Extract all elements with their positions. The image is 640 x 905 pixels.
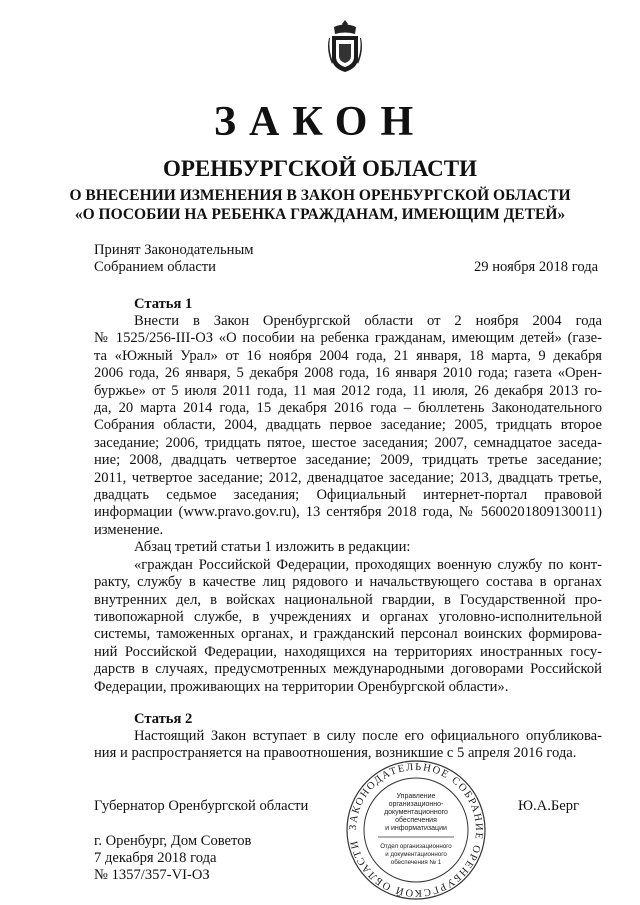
text-line: изменение. xyxy=(94,521,164,538)
text-line: Внести в Закон Оренбургской области от 2 ноября 2004 года xyxy=(134,313,602,329)
stamp-line: организационно- xyxy=(388,801,444,808)
text-line: № 1525/256-III-ОЗ «О пособии на ребенка гражданам, имеющим детей» (газе- xyxy=(94,330,602,347)
text-line: та «Южный Урал» от 16 ноября 2004 года, 21 января, 18 марта, 9 декабря xyxy=(94,347,602,364)
signing-place xyxy=(94,833,251,884)
article-1-paragraph xyxy=(94,313,602,696)
stamp-line: Отдел организационного xyxy=(380,843,452,850)
text-line: заседание; 2006, тридцать пятое, шестое заседания; 2007, семнадцатое заседа- xyxy=(94,434,602,451)
text-line: ние; 2008, двадцать четвертое заседание; 2009, тридцать третье заседание; xyxy=(94,452,602,469)
text-line: ния и распространяется на правоотношения, возникшие с 5 апреля 2016 года. xyxy=(94,745,577,762)
text-line: Настоящий Закон вступает в силу после его официального опубликова- xyxy=(134,728,602,744)
article-1-title: Статья 1 xyxy=(134,296,193,312)
stamp-line: документационного xyxy=(384,809,448,816)
text-line: ний Российской Федерации, находящихся на территориях иностранных госу- xyxy=(94,643,602,660)
text-line: Собрания области, 2004, двадцать первое заседание; 2005, тридцать второе xyxy=(94,417,602,434)
text-line: буржье» от 5 июля 2011 года, 11 мая 2012 года, 11 июля, 26 декабря 2013 го- xyxy=(94,382,602,399)
text-line: «граждан Российской Федерации, проходящих военную службу по конт- xyxy=(134,556,602,573)
text-line: Федерации, проживающих на территории Оренбургской области». xyxy=(94,678,509,695)
adoption-date: 29 ноября 2018 года xyxy=(474,259,599,275)
text-line: внутренних дел, в войсках национальной гвардии, в Государственной про- xyxy=(94,591,602,608)
place-line: г. Оренбург, Дом Советов xyxy=(94,833,252,849)
adoption-line: Собранием области xyxy=(94,259,216,275)
law-heading-line: О ВНЕСЕНИИ ИЗМЕНЕНИЯ В ЗАКОН ОРЕНБУРГСКОЙ ОБЛАСТИ xyxy=(69,187,571,204)
adoption-note xyxy=(94,242,253,276)
stamp-line: Управление xyxy=(396,793,436,800)
text-line: информации (www.pravo.gov.ru), 13 сентября 2018 года, № 5600201809130011) xyxy=(94,504,602,521)
official-stamp xyxy=(344,758,488,902)
document-title: ЗАКОН xyxy=(213,99,427,145)
text-line: двадцать седьмое заседания; Официальный интернет-портал правовой xyxy=(94,487,602,504)
stamp-line: и документационного xyxy=(385,851,447,858)
stamp-ring-text: ЗАКОНОДАТЕЛЬНОЕ СОБРАНИЕ ОРЕНБУРГСКОЙ ОБЛАСТИ xyxy=(347,761,485,899)
text-line: 2011, четвертое заседание; 2012, двенадцатое заседание; 2013, двадцать третье, xyxy=(94,469,602,486)
place-line: № 1357/357-VI-ОЗ xyxy=(94,867,210,883)
law-heading xyxy=(50,186,590,224)
document-subtitle: ОРЕНБУРГСКОЙ ОБЛАСТИ xyxy=(162,156,478,181)
article-2-title: Статья 2 xyxy=(134,711,193,727)
text-line: ракту, службу в качестве лиц рядового и начальствующего состава в органах xyxy=(94,574,602,591)
text-line: системы, таможенных органах, и гражданский персонал воинских формирова- xyxy=(94,626,602,643)
place-line: 7 декабря 2018 года xyxy=(94,850,217,866)
stamp-line: обеспечения № 1 xyxy=(390,859,442,866)
signer-position: Губернатор Оренбургской области xyxy=(94,798,309,814)
stamp-line: обеспечения xyxy=(395,817,437,824)
coat-of-arms-icon xyxy=(327,18,363,74)
law-heading-line: «О ПОСОБИИ НА РЕБЕНКА ГРАЖДАНАМ, ИМЕЮЩИМ ДЕТЕЙ» xyxy=(74,206,566,223)
adoption-line: Принят Законодательным xyxy=(94,242,254,258)
text-line: тивопожарной службе, в учреждениях и органах уголовно-исполнительной xyxy=(94,608,602,625)
text-line: 2006 года, 26 января, 5 декабря 2008 года, 16 января 2010 года; газета «Орен- xyxy=(94,365,602,382)
signer-name: Ю.А.Берг xyxy=(518,798,579,814)
text-line: Абзац третий статьи 1 изложить в редакции: xyxy=(134,539,411,556)
text-line: дарств в случаях, предусмотренных международными договорами Российской xyxy=(94,661,602,678)
text-line: да, 20 марта 2014 года, 15 декабря 2016 года – бюллетень Законодательного xyxy=(94,400,602,417)
stamp-line: и информатизации xyxy=(385,825,447,832)
